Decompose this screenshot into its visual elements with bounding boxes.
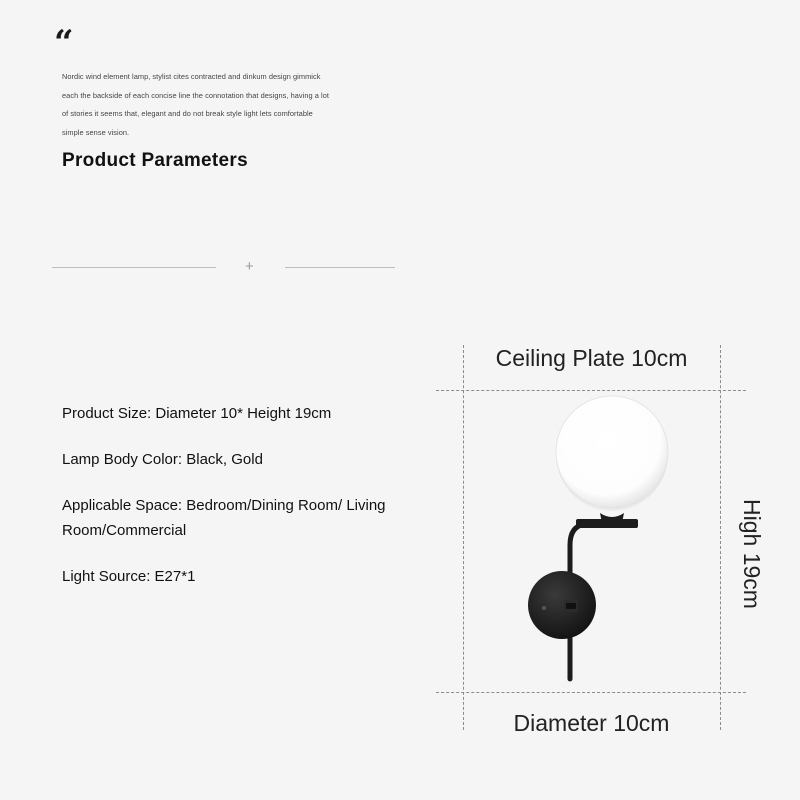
plate-screw [542,606,546,610]
dim-label-height: High 19cm [739,499,765,609]
section-title: Product Parameters [62,150,248,171]
globe-shade [556,396,668,508]
spec-applicable-space: Applicable Space: Bedroom/Dining Room/ Living Room/Commercial [62,497,386,539]
dim-line-left [463,345,464,730]
spec-body-color: Lamp Body Color: Black, Gold [62,451,263,468]
intro-line: each the backside of each concise line the connotation that designs, having a lot [62,90,330,100]
plus-icon: + [245,258,254,275]
divider-right [285,267,395,268]
spec-list [62,401,402,610]
dim-line-right [720,345,721,730]
divider-left [52,267,216,268]
intro-line: of stories it seems that, elegant and do not break style light lets comfortable [62,109,313,118]
wall-lamp-image [500,395,700,690]
intro-line: Nordic wind element lamp, stylist cites contracted and dinkum design gimmick [62,72,321,81]
dim-line-bottom [436,692,746,693]
dim-label-diameter: Diameter 10cm [513,710,670,736]
dim-label-ceiling-plate: Ceiling Plate 10cm [495,345,688,371]
intro-line: simple sense vision. [62,127,130,137]
quote-mark-icon: “ [54,23,74,63]
spec-light-source: Light Source: E27*1 [62,568,196,585]
wall-plate [528,571,596,639]
spec-product-size: Product Size: Diameter 10* Height 19cm [62,405,332,422]
dim-line-top [436,390,746,391]
intro-text [62,68,412,142]
